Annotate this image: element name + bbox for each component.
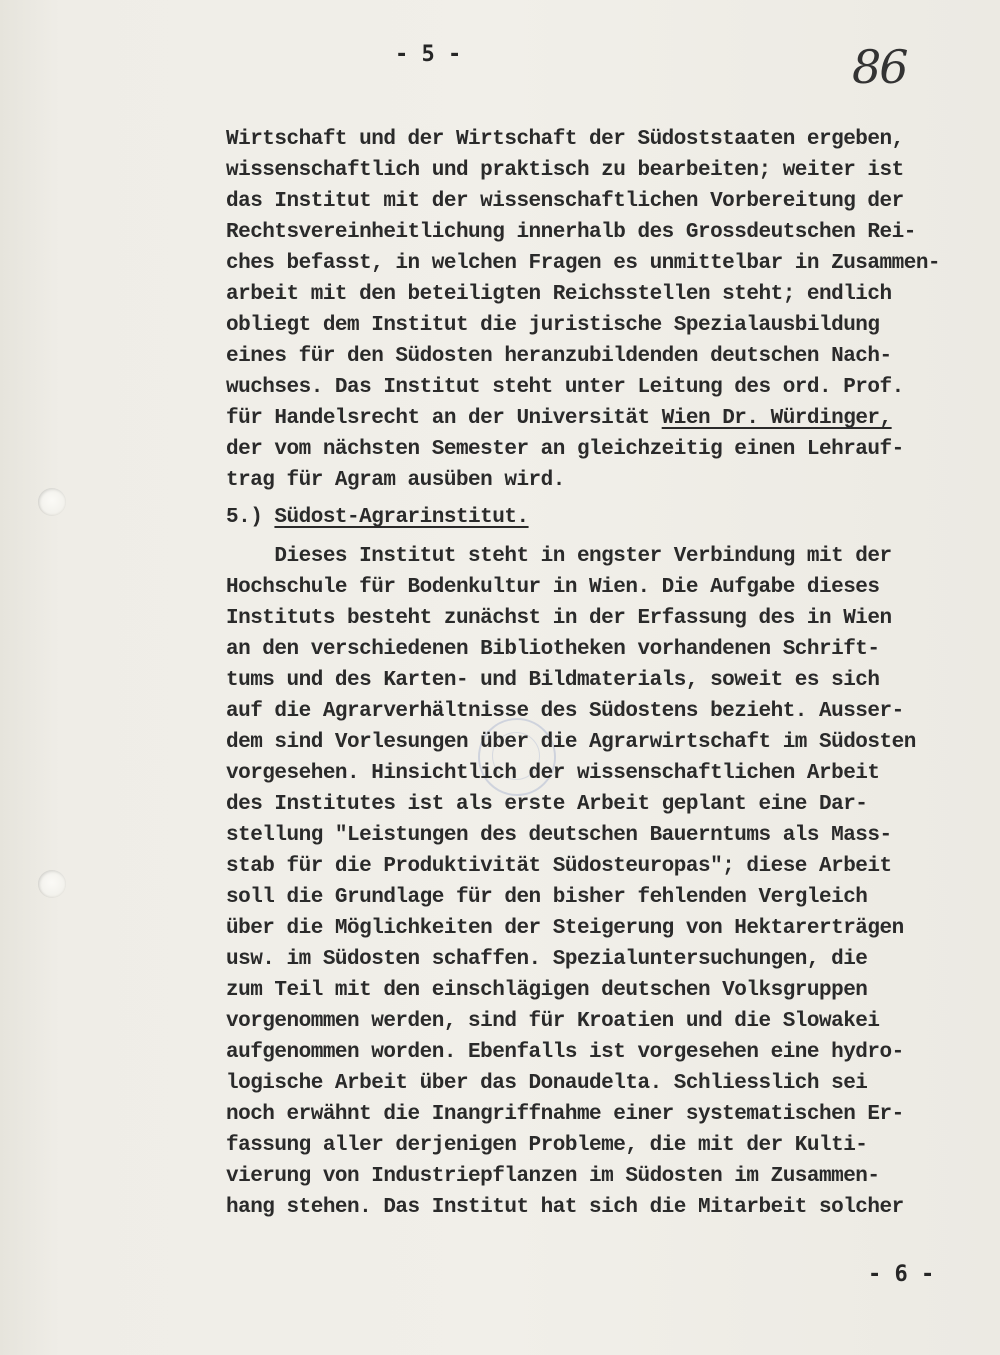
text-line-underlined: [226, 403, 966, 434]
text-line: Instituts besteht zunächst in der Erfassung des in Wien: [226, 607, 892, 630]
text-line: Hochschule für Bodenkultur in Wien. Die Aufgabe dieses: [226, 576, 880, 599]
text-line: trag für Agram ausüben wird.: [226, 469, 565, 492]
text-line: vorgesehen. Hinsichtlich der wissenschaftlichen Arbeit: [226, 762, 880, 785]
underlined-name: Wien Dr. Würdinger,: [661, 407, 892, 430]
text-line: stab für die Produktivität Südosteuropas"; diese Arbeit: [226, 855, 892, 878]
text-segment: für Handelsrecht an der Universität: [226, 407, 662, 430]
body-text: [226, 124, 966, 1223]
text-line: wissenschaftlich und praktisch zu bearbeiten; weiter ist: [226, 159, 904, 182]
text-line: stellung "Leistungen des deutschen Bauerntums als Mass-: [226, 824, 892, 847]
text-line: fassung aller derjenigen Probleme, die mit der Kulti-: [226, 1134, 868, 1157]
section-heading: [226, 502, 966, 533]
text-line: logische Arbeit über das Donaudelta. Schliesslich sei: [226, 1072, 868, 1095]
text-line: Dieses Institut steht in engster Verbindung mit der: [226, 545, 892, 568]
text-line: wuchses. Das Institut steht unter Leitung des ord. Prof.: [226, 376, 904, 399]
text-line: arbeit mit den beteiligten Reichsstellen steht; endlich: [226, 283, 892, 306]
text-line: ches befasst, in welchen Fragen es unmittelbar in Zusammen-: [226, 252, 941, 275]
text-line: vierung von Industriepflanzen im Südosten im Zusammen-: [226, 1165, 880, 1188]
text-line: eines für den Südosten heranzubildenden deutschen Nach-: [226, 345, 892, 368]
text-line: der vom nächsten Semester an gleichzeitig einen Lehrauf-: [226, 438, 904, 461]
text-line: zum Teil mit den einschlägigen deutschen Volksgruppen: [226, 979, 868, 1002]
text-line: dem sind Vorlesungen über die Agrarwirtschaft im Südosten: [226, 731, 916, 754]
paragraph-2: [226, 541, 966, 1223]
text-line: aufgenommen worden. Ebenfalls ist vorgesehen eine hydro-: [226, 1041, 904, 1064]
text-line: an den verschiedenen Bibliotheken vorhandenen Schrift-: [226, 638, 880, 661]
text-line: noch erwähnt die Inangriffnahme einer systematischen Er-: [226, 1103, 904, 1126]
text-line: tums und des Karten- und Bildmaterials, soweit es sich: [226, 669, 880, 692]
handwritten-folio-number: 86: [852, 40, 907, 94]
punch-hole-bottom: [38, 870, 66, 898]
section-number: 5.): [226, 506, 275, 529]
text-line: auf die Agrarverhältnisse des Südostens bezieht. Ausser-: [226, 700, 904, 723]
text-line: Rechtsvereinheitlichung innerhalb des Grossdeutschen Rei-: [226, 221, 916, 244]
text-line: das Institut mit der wissenschaftlichen Vorbereitung der: [226, 190, 904, 213]
text-line: hang stehen. Das Institut hat sich die Mitarbeit solcher: [226, 1196, 904, 1219]
page-number-top: - 5 -: [395, 42, 462, 67]
page-number-next: - 6 -: [868, 1262, 935, 1287]
text-line: soll die Grundlage für den bisher fehlenden Vergleich: [226, 886, 868, 909]
text-line: über die Möglichkeiten der Steigerung von Hektarerträgen: [226, 917, 904, 940]
text-line: obliegt dem Institut die juristische Spezialausbildung: [226, 314, 880, 337]
text-line: Wirtschaft und der Wirtschaft der Südoststaaten ergeben,: [226, 128, 904, 151]
paragraph-1: [226, 124, 966, 496]
text-line: usw. im Südosten schaffen. Spezialuntersuchungen, die: [226, 948, 868, 971]
punch-hole-top: [38, 488, 66, 516]
section-title: Südost-Agrarinstitut.: [274, 506, 529, 529]
text-line: des Institutes ist als erste Arbeit geplant eine Dar-: [226, 793, 868, 816]
text-line: vorgenommen werden, sind für Kroatien und die Slowakei: [226, 1010, 880, 1033]
